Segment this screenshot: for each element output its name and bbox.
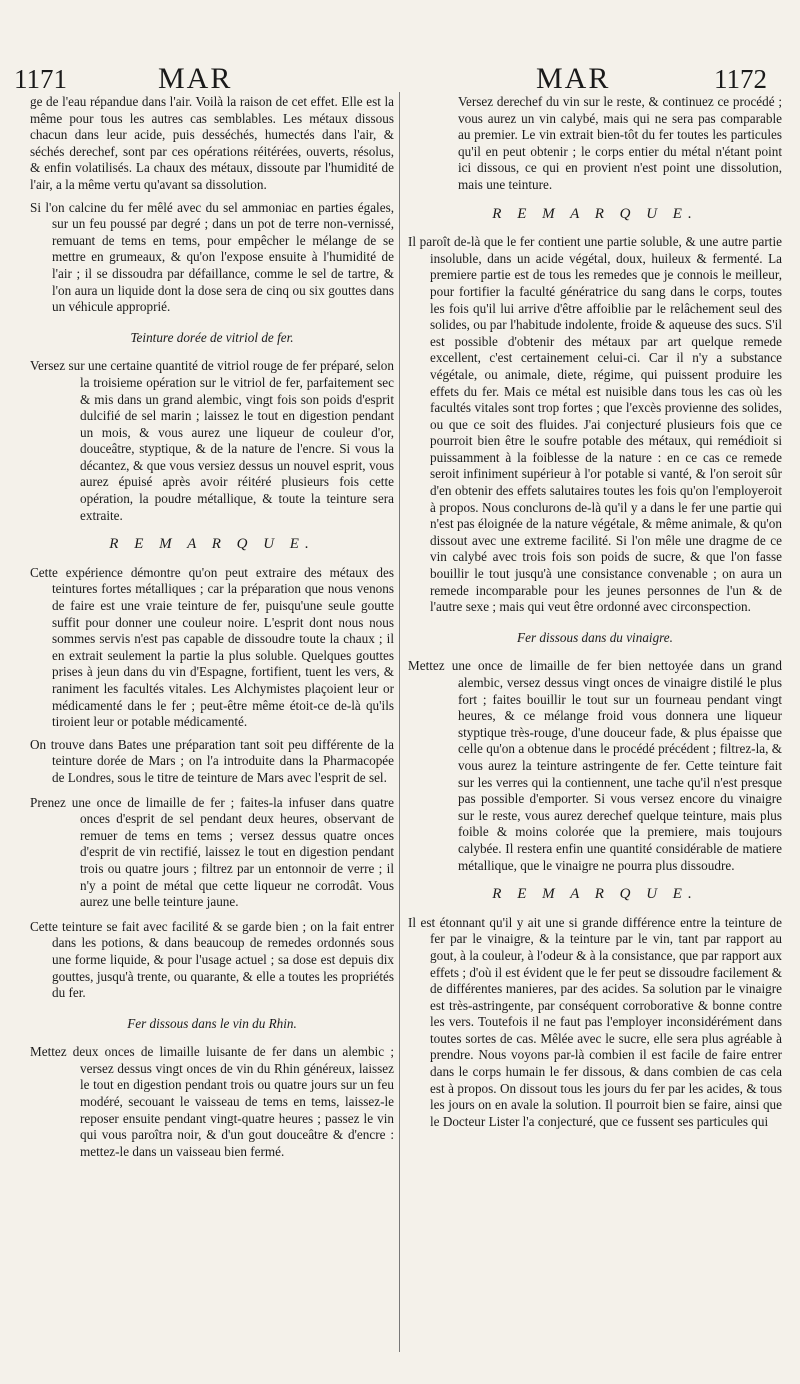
section-title: Teinture dorée de vitriol de fer.	[130, 329, 294, 345]
paragraph: On trouve dans Bates une préparation tant soit peu différente de la teinture dorée de Mars ; on l'a introduite dans la Pharmacopée de Londres, sous le titre de teinture de Mars avec l'esprit de sel.	[30, 736, 394, 785]
paragraph: Il est étonnant qu'il y ait une si grande différence entre la teinture de fer par le vinaigre, & la teinture par le vin, tant par rapport au gout, à la couleur, à l'odeur & à la consistance, que par rapport aux effets ; d'où il est évident que le fer peut se dissoudre facilement & de différentes manieres, par des acides. Sa solution par le vinaigre est très-astringente, par conséquent corroborative & bonne contre les vers. Toutefois il ne faut pas l'employer inconsidérément dans toutes sortes de cas. Mêlée avec le sucre, elle sera plus agréable à prendre. Nous voyons par-là combien il est facile de faire entrer dans le corps humain le fer dissous, & dans combien de cas cela est à propos. On dissout tous les jours du fer par les acides, & tous les jours on en avale la solution. Il pourroit bien se faire, ainsi que le Docteur Lister l'a conjecturé, que ce fussent ses particules qui	[408, 914, 782, 1129]
left-column	[30, 94, 394, 1160]
right-column	[408, 94, 782, 1130]
left-running-head: MAR	[158, 62, 233, 95]
column-divider	[399, 92, 400, 1352]
paragraph: Mettez une once de limaille de fer bien nettoyée dans un grand alembic, versez dessus vingt onces de vinaigre distilé le plus fort ; faites bouillir le tout sur un fourneau pendant vingt heures, & ce mélange froid vous donnera une liqueur styptique très-rouge, d'une douceur fade, & plus épaisse que celle qu'on a obtenue dans le procédé précédent ; filtrez-la, & vous aurez la teinture astringente de fer. Cette teinture fait sur les verres qui la contiennent, une tache qu'il n'est presque pas possible d'emporter. Si vous versez encore du vinaigre sur le reste, vous aurez derechef quelque teinture, mais plus foible & moins colorée que la premiere, mais toujours calybée. Il restera enfin une quantité considérable de matiere métallique, que le vinaigre ne pourra plus dissoudre.	[408, 658, 782, 873]
section-title: Fer dissous dans du vinaigre.	[517, 629, 673, 645]
paragraph: Si l'on calcine du fer mêlé avec du sel ammoniac en parties égales, sur un feu poussé par degré ; dans un pot de terre non-vernissé, remuant de tems en tems, pour empêcher le mélange de se mettre en grumeaux, & qu'on l'expose ensuite à l'humidité de l'air ; il se dissoudra par défaillance, comme le sel de tartre, & l'on aura un liquide dont la dose sera de cinq ou six gouttes dans un véhicule approprié.	[30, 199, 394, 315]
paragraph: Versez sur une certaine quantité de vitriol rouge de fer préparé, selon la troisieme opération sur le vitriol de fer, parfaitement sec & mis dans un grand alembic, vingt fois son poids d'esprit dulcifié de sel marin ; laissez le tout en digestion pendant un mois, & vous aurez une liqueur de couleur d'or, douceâtre, styptique, & de la nature de l'encre. Si vous la décantez, & que vous versiez dessus un nouvel esprit, vous aurez épuisé après avoir réitéré plusieurs fois cette opération, la poudre métallique, & toute la teinture sera extraite.	[30, 358, 394, 523]
paragraph: Il paroît de-là que le fer contient une partie soluble, & une autre partie insoluble, dans un acide végétal, doux, huileux & fermenté. La premiere partie est de tous les remedes que je connois le meilleur, pour fortifier la faculté génératrice du sang dans le corps, toutes les fois qu'il lui arrive d'être affoiblie par le relâchement seul des solides, ou par l'habitude indolente, froide & aqueuse des sucs. S'il est possible d'obtenir des métaux par art quelque remede excellent, c'est certainement celui-ci. Car il n'y a substance végétale, ou animale, diete, régime, qui puissent produire les effets du fer. Mais ce métal est nuisible dans tous les cas où les facultés vitales sont trop fortes ; que l'excès provienne des solides, ou que ce soit des fluides. J'ai conjecturé plusieurs fois que ce pourroit bien être le soufre potable des métaux, qui remédioit si puissamment à la foiblesse de la nature : en ce cas ce remede seroit infiniment supérieur à l'or potable si vanté, & l'on seroit sûr d'en obtenir des effets salutaires toutes les fois qu'on l'employeroit à propos. Nous conclurons de-là qu'il y a dans le fer une partie qui n'est pas éloignée de la nature végétale, & même animale, & qu'on dissout avec une extreme facilité. Si l'on mêle une dragme de ce vin calybé avec trois fois son poids de sucre, & que l'on fasse bouillir le tout jusqu'à une consistance convenable ; on aura un remede incomparable pour les jeunes personnes de l'un & de l'autre sexe ; mais qui veut être ordonné avec circonspection.	[408, 234, 782, 615]
section-title: Fer dissous dans le vin du Rhin.	[127, 1015, 297, 1031]
remarque-heading: R E M A R Q U E.	[492, 886, 698, 903]
paragraph: Versez derechef du vin sur le reste, & continuez ce procédé ; vous aurez un vin calybé, mais qui ne sera pas comparable au premier. Le vin extrait bien-tôt du fer toutes les particules qu'il en peut obtenir ; le corps entier du métal n'étant point ici dissous, ce qui en provient n'est point une dissolution, mais une teinture.	[458, 94, 782, 192]
right-page-number: 1172	[714, 64, 767, 94]
paragraph: Mettez deux onces de limaille luisante de fer dans un alembic ; versez dessus vingt onces de vin du Rhin généreux, laissez le tout en digestion pendant trois ou quatre jours sur un feu modéré, secouant le vaisseau de tems en tems, laissez-le reposer ensuite pendant vingt-quatre heures ; passez le vin qui vous paroîtra noir, & d'un gout douceâtre & d'encre : mettez-le dans un vaisseau bien fermé.	[30, 1044, 394, 1159]
paragraph: Cette expérience démontre qu'on peut extraire des métaux des teintures fortes métalliques ; car la préparation que nous venons de faire est une vraie teinture de fer, puisqu'une seule goutte suffit pour donner une couleur noire. L'esprit dont nous nous sommes servis n'est pas capable de dissoudre toute la chaux ; il en extrait seulement la partie la plus soluble. Quelques gouttes prises à jeun dans du vin d'Espagne, fortifient, tuent les vers, & raniment les facultés vitales. Les Alchymistes plaçoient leur or médicamenté dans le fer ; peut-être même étoit-ce de-là qu'ils tiroient leur or potable médicamenté.	[30, 564, 394, 730]
paragraph: Prenez une once de limaille de fer ; faites-la infuser dans quatre onces d'esprit de sel pendant deux heures, observant de remuer de tems en tems ; versez dessus quatre onces d'esprit de vin rectifié, laissez le tout en digestion pendant trois ou quatre jours ; filtrez par un entonnoir de verre ; il n'y a point de métal que cette liqueur ne corrodât. Vous aurez une belle teinture jaune.	[30, 794, 394, 910]
paragraph: Cette teinture se fait avec facilité & se garde bien ; on la fait entrer dans les potions, & dans beaucoup de remedes ordonnés sous une forme liquide, & pour l'usage actuel ; sa dose est depuis dix gouttes, jusqu'à trente, ou quarante, & elle a toutes les propriétés du fer.	[30, 918, 394, 1001]
paragraph: ge de l'eau répandue dans l'air. Voilà la raison de cet effet. Elle est la même pour tous les autres cas semblables. Les métaux dissous chacun dans leur acide, puis desséchés, humectés dans l'air, & séchés derechef, sont par ces opérations réitérées, ouverts, résolus, & enfin volatilisés. La chaux des métaux, dissoute par l'humidité de l'air, a la même vertu qu'avant sa dissolution.	[30, 94, 394, 192]
remarque-heading: R E M A R Q U E.	[492, 205, 698, 222]
remarque-heading: R E M A R Q U E.	[109, 536, 315, 553]
left-page-number: 1171	[14, 64, 67, 94]
right-running-head: MAR	[536, 62, 611, 95]
